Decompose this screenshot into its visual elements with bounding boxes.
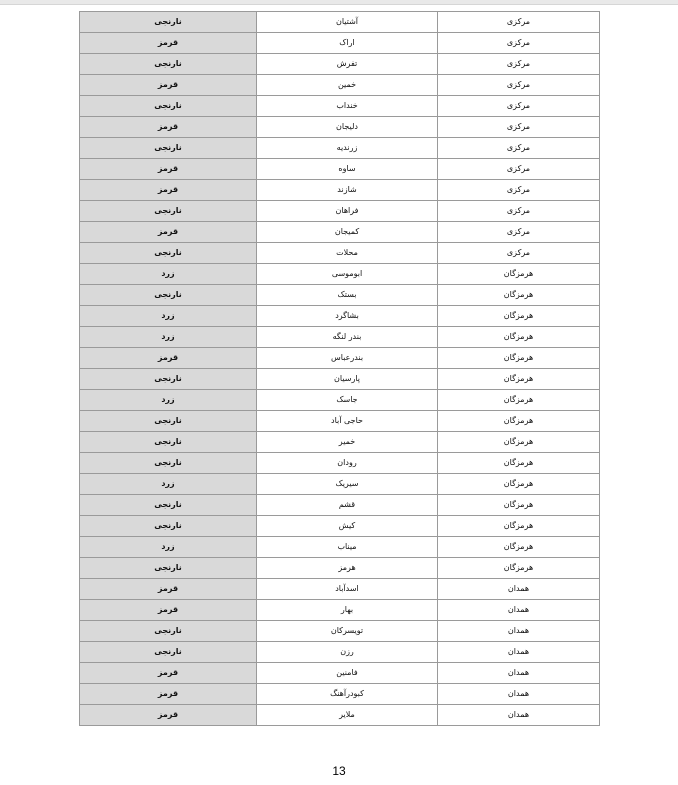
status-cell: زرد — [80, 306, 257, 327]
table-row — [80, 495, 600, 516]
province-cell: هرمزگان — [438, 264, 600, 285]
status-cell: نارنجی — [80, 558, 257, 579]
status-cell: نارنجی — [80, 201, 257, 222]
city-cell: تویسرکان — [257, 621, 438, 642]
province-cell: مرکزی — [438, 54, 600, 75]
city-cell: بهار — [257, 600, 438, 621]
city-cell: خمین — [257, 75, 438, 96]
status-cell: قرمز — [80, 705, 257, 726]
table-row — [80, 558, 600, 579]
city-cell: شازند — [257, 180, 438, 201]
status-cell: نارنجی — [80, 432, 257, 453]
city-cell: آشتیان — [257, 12, 438, 33]
province-cell: هرمزگان — [438, 306, 600, 327]
province-cell: هرمزگان — [438, 495, 600, 516]
table-row — [80, 201, 600, 222]
city-cell: زرندیه — [257, 138, 438, 159]
province-cell: مرکزی — [438, 159, 600, 180]
table-row — [80, 243, 600, 264]
table-row — [80, 138, 600, 159]
status-cell: قرمز — [80, 348, 257, 369]
city-cell: بستک — [257, 285, 438, 306]
city-cell: اسدآباد — [257, 579, 438, 600]
table-row — [80, 33, 600, 54]
table-row — [80, 705, 600, 726]
status-cell: قرمز — [80, 33, 257, 54]
city-cell: دلیجان — [257, 117, 438, 138]
table-row — [80, 537, 600, 558]
city-cell: کیش — [257, 516, 438, 537]
province-cell: مرکزی — [438, 138, 600, 159]
city-cell: کمیجان — [257, 222, 438, 243]
province-cell: مرکزی — [438, 75, 600, 96]
table-row — [80, 663, 600, 684]
table-row — [80, 432, 600, 453]
city-status-table — [79, 11, 600, 726]
status-cell: قرمز — [80, 159, 257, 180]
province-cell: همدان — [438, 579, 600, 600]
table-row — [80, 684, 600, 705]
province-cell: مرکزی — [438, 243, 600, 264]
province-cell: مرکزی — [438, 201, 600, 222]
table-row — [80, 75, 600, 96]
status-cell: قرمز — [80, 579, 257, 600]
city-cell: بندر لنگه — [257, 327, 438, 348]
status-cell: نارنجی — [80, 516, 257, 537]
city-cell: فامنین — [257, 663, 438, 684]
status-cell: قرمز — [80, 222, 257, 243]
table-row — [80, 285, 600, 306]
province-cell: همدان — [438, 642, 600, 663]
table-row — [80, 222, 600, 243]
status-cell: قرمز — [80, 75, 257, 96]
city-cell: فراهان — [257, 201, 438, 222]
table-row — [80, 306, 600, 327]
table-row — [80, 117, 600, 138]
province-cell: مرکزی — [438, 117, 600, 138]
status-cell: زرد — [80, 327, 257, 348]
status-cell: قرمز — [80, 117, 257, 138]
city-cell: رزن — [257, 642, 438, 663]
province-cell: هرمزگان — [438, 558, 600, 579]
city-cell: بشاگرد — [257, 306, 438, 327]
table-row — [80, 390, 600, 411]
city-cell: ساوه — [257, 159, 438, 180]
province-cell: هرمزگان — [438, 285, 600, 306]
status-cell: نارنجی — [80, 642, 257, 663]
table-row — [80, 642, 600, 663]
status-cell: قرمز — [80, 180, 257, 201]
province-cell: همدان — [438, 621, 600, 642]
status-cell: قرمز — [80, 663, 257, 684]
status-cell: نارنجی — [80, 12, 257, 33]
province-cell: همدان — [438, 684, 600, 705]
city-cell: خنداب — [257, 96, 438, 117]
province-cell: هرمزگان — [438, 327, 600, 348]
status-cell: نارنجی — [80, 96, 257, 117]
status-cell: نارنجی — [80, 138, 257, 159]
city-cell: بندرعباس — [257, 348, 438, 369]
province-cell: مرکزی — [438, 12, 600, 33]
status-cell: نارنجی — [80, 453, 257, 474]
viewer-top-edge — [0, 0, 678, 5]
province-cell: همدان — [438, 600, 600, 621]
table-row — [80, 516, 600, 537]
province-cell: هرمزگان — [438, 474, 600, 495]
city-cell: خمیر — [257, 432, 438, 453]
status-cell: نارنجی — [80, 495, 257, 516]
city-cell: سیریک — [257, 474, 438, 495]
status-cell: نارنجی — [80, 411, 257, 432]
table-row — [80, 600, 600, 621]
province-cell: مرکزی — [438, 222, 600, 243]
table-row — [80, 411, 600, 432]
city-cell: پارسیان — [257, 369, 438, 390]
table-row — [80, 327, 600, 348]
province-cell: همدان — [438, 663, 600, 684]
province-cell: هرمزگان — [438, 537, 600, 558]
status-cell: زرد — [80, 474, 257, 495]
table-body — [80, 12, 600, 726]
province-cell: همدان — [438, 705, 600, 726]
city-cell: رودان — [257, 453, 438, 474]
table-row — [80, 621, 600, 642]
page-number: 13 — [332, 764, 346, 778]
status-cell: نارنجی — [80, 54, 257, 75]
table-row — [80, 96, 600, 117]
status-cell: زرد — [80, 390, 257, 411]
status-cell: زرد — [80, 264, 257, 285]
city-cell: تفرش — [257, 54, 438, 75]
table-row — [80, 369, 600, 390]
city-cell: کبودرآهنگ — [257, 684, 438, 705]
province-cell: هرمزگان — [438, 390, 600, 411]
status-cell: نارنجی — [80, 243, 257, 264]
table-row — [80, 579, 600, 600]
table-row — [80, 180, 600, 201]
status-cell: قرمز — [80, 684, 257, 705]
status-cell: نارنجی — [80, 285, 257, 306]
status-cell: زرد — [80, 537, 257, 558]
city-cell: میناب — [257, 537, 438, 558]
status-cell: نارنجی — [80, 621, 257, 642]
province-cell: هرمزگان — [438, 411, 600, 432]
city-cell: جاسک — [257, 390, 438, 411]
city-cell: اراک — [257, 33, 438, 54]
province-cell: هرمزگان — [438, 453, 600, 474]
status-cell: نارنجی — [80, 369, 257, 390]
province-cell: هرمزگان — [438, 516, 600, 537]
province-cell: هرمزگان — [438, 369, 600, 390]
table-row — [80, 348, 600, 369]
city-cell: حاجی آباد — [257, 411, 438, 432]
city-cell: ابوموسی — [257, 264, 438, 285]
province-cell: هرمزگان — [438, 348, 600, 369]
city-cell: هرمز — [257, 558, 438, 579]
province-cell: مرکزی — [438, 96, 600, 117]
city-cell: ملایر — [257, 705, 438, 726]
city-cell: قشم — [257, 495, 438, 516]
province-cell: هرمزگان — [438, 432, 600, 453]
table-row — [80, 453, 600, 474]
table-row — [80, 54, 600, 75]
province-cell: مرکزی — [438, 180, 600, 201]
table-row — [80, 474, 600, 495]
table-row — [80, 159, 600, 180]
table-row — [80, 264, 600, 285]
table-row — [80, 12, 600, 33]
city-cell: محلات — [257, 243, 438, 264]
status-cell: قرمز — [80, 600, 257, 621]
province-cell: مرکزی — [438, 33, 600, 54]
